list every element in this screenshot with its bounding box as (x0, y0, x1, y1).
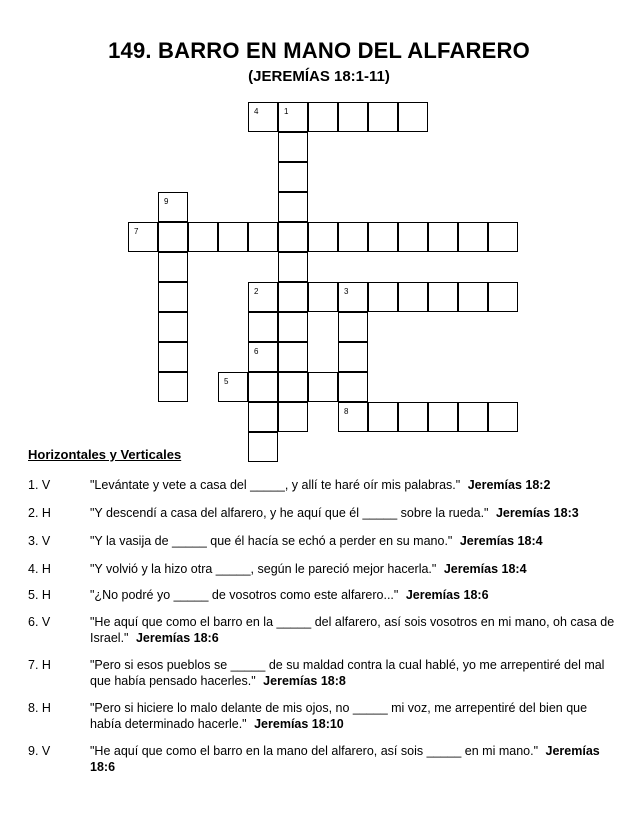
grid-cell[interactable] (188, 222, 218, 252)
grid-cell[interactable] (368, 222, 398, 252)
grid-cell[interactable] (368, 282, 398, 312)
grid-cell[interactable] (278, 222, 308, 252)
clue-text-block (90, 614, 620, 646)
grid-cell[interactable] (248, 432, 278, 462)
clue-text: "He aquí que como el barro en la mano del alfarero, así sois _____ en mi mano." (90, 744, 539, 758)
grid-cell[interactable] (458, 222, 488, 252)
grid-cell[interactable] (278, 342, 308, 372)
grid-cell[interactable] (218, 222, 248, 252)
grid-cell[interactable] (248, 372, 278, 402)
clue-label: 8. H (28, 701, 51, 715)
clue-label: 6. V (28, 615, 51, 629)
grid-cell[interactable] (158, 312, 188, 342)
clue-reference: Jeremías 18:8 (263, 674, 346, 688)
grid-cell[interactable] (158, 342, 188, 372)
clue-label: 1. V (28, 478, 51, 492)
clue-number: 4 (254, 107, 259, 116)
grid-cell[interactable] (488, 402, 518, 432)
clue-reference: Jeremías 18:2 (467, 478, 551, 492)
clue-label: 9. V (28, 744, 51, 758)
grid-cell[interactable] (338, 402, 368, 432)
grid-cell[interactable] (308, 222, 338, 252)
grid-cell[interactable] (338, 342, 368, 372)
grid-cell[interactable] (488, 282, 518, 312)
grid-cell[interactable] (158, 282, 188, 312)
clue-reference: Jeremías 18:10 (254, 717, 344, 731)
clue-number: 8 (344, 407, 349, 416)
grid-cell[interactable] (218, 372, 248, 402)
clue-number: 1 (284, 107, 289, 116)
grid-cell[interactable] (398, 402, 428, 432)
grid-cell[interactable] (338, 102, 368, 132)
clue-label: 3. V (28, 534, 51, 548)
grid-cell[interactable] (488, 222, 518, 252)
grid-cell[interactable] (248, 402, 278, 432)
grid-cell[interactable] (278, 102, 308, 132)
clue-label: 4. H (28, 562, 51, 576)
clue-reference: Jeremías 18:6 (135, 631, 219, 645)
grid-cell[interactable] (278, 162, 308, 192)
clues-heading: Horizontales y Verticales (28, 447, 182, 462)
clue-number: 7 (134, 227, 139, 236)
clue-text-block (90, 477, 620, 493)
clue-text: "Levántate y vete a casa del _____, y allí te haré oír mis palabras." (90, 478, 461, 492)
grid-cell[interactable] (248, 222, 278, 252)
clue-label: 5. H (28, 588, 51, 602)
page-title: 149. BARRO EN MANO DEL ALFARERO (108, 38, 530, 63)
clue-text: "Pero si hiciere lo malo delante de mis ojos, no _____ mi voz, me arrepentiré del bien que había determinado hacerle." (90, 701, 588, 731)
grid-cell[interactable] (398, 282, 428, 312)
grid-cell[interactable] (338, 282, 368, 312)
clue-text: "Y descendí a casa del alfarero, y he aquí que él _____ sobre la rueda." (90, 506, 489, 520)
grid-cell[interactable] (158, 222, 188, 252)
clue-reference: Jeremías 18:4 (443, 562, 527, 576)
clue-number: 9 (164, 197, 169, 206)
clue-text-block (90, 505, 620, 521)
grid-cell[interactable] (428, 402, 458, 432)
grid-cell[interactable] (368, 102, 398, 132)
grid-cell[interactable] (248, 282, 278, 312)
grid-cell[interactable] (248, 102, 278, 132)
grid-cell[interactable] (158, 192, 188, 222)
grid-cell[interactable] (158, 252, 188, 282)
clue-text-block (90, 657, 620, 689)
grid-cell[interactable] (128, 222, 158, 252)
clue-text-block (90, 700, 620, 732)
grid-cell[interactable] (368, 402, 398, 432)
grid-cell[interactable] (248, 342, 278, 372)
clue-text-block (90, 743, 620, 775)
grid-cell[interactable] (338, 372, 368, 402)
clue-reference: Jeremías 18:3 (495, 506, 579, 520)
grid-cell[interactable] (428, 282, 458, 312)
clue-reference: Jeremías 18:4 (459, 534, 543, 548)
clue-reference: Jeremías 18:6 (405, 588, 489, 602)
grid-cell[interactable] (278, 282, 308, 312)
clue-reference: Jeremías 18:6 (90, 744, 600, 774)
grid-cell[interactable] (278, 312, 308, 342)
grid-cell[interactable] (278, 192, 308, 222)
clue-number: 6 (254, 347, 259, 356)
grid-cell[interactable] (308, 372, 338, 402)
grid-cell[interactable] (428, 222, 458, 252)
clue-text: "¿No podré yo _____ de vosotros como este alfarero..." (90, 588, 399, 602)
grid-cell[interactable] (158, 372, 188, 402)
grid-cell[interactable] (278, 252, 308, 282)
clue-text-block (90, 587, 620, 603)
clue-text-block (90, 561, 620, 577)
clue-text-block (90, 533, 620, 549)
clue-text: "Pero si esos pueblos se _____ de su maldad contra la cual hablé, yo me arrepentiré del mal que había pensado hacerles." (90, 658, 605, 688)
grid-cell[interactable] (458, 402, 488, 432)
grid-cell[interactable] (338, 222, 368, 252)
grid-cell[interactable] (458, 282, 488, 312)
grid-cell[interactable] (248, 312, 278, 342)
grid-cell[interactable] (308, 282, 338, 312)
grid-cell[interactable] (278, 132, 308, 162)
clue-number: 5 (224, 377, 229, 386)
clue-number: 3 (344, 287, 349, 296)
grid-cell[interactable] (278, 402, 308, 432)
clue-text: "Y la vasija de _____ que él hacía se echó a perder en su mano." (90, 534, 453, 548)
clue-text: "Y volvió y la hizo otra _____, según le pareció mejor hacerla." (90, 562, 437, 576)
grid-cell[interactable] (278, 372, 308, 402)
page-subtitle: (JEREMÍAS 18:1-11) (248, 68, 390, 85)
clue-label: 2. H (28, 506, 51, 520)
grid-cell[interactable] (398, 222, 428, 252)
clue-number: 2 (254, 287, 259, 296)
grid-cell[interactable] (308, 102, 338, 132)
grid-cell[interactable] (338, 312, 368, 342)
clue-text: "He aquí que como el barro en la _____ del alfarero, así sois vosotros en mi mano, oh casa de Israel." (90, 615, 615, 645)
clue-label: 7. H (28, 658, 51, 672)
grid-cell[interactable] (398, 102, 428, 132)
